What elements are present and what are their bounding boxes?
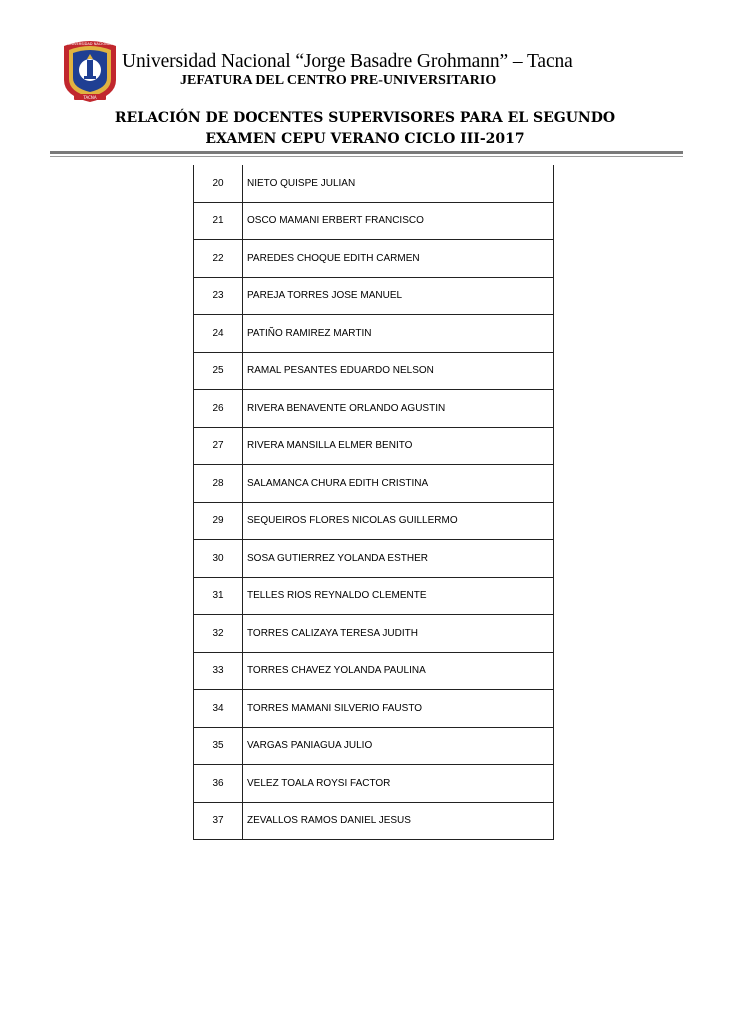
row-number: 37: [194, 802, 243, 840]
table-row: [194, 615, 554, 653]
teacher-name: ZEVALLOS RAMOS DANIEL JESUS: [243, 802, 554, 840]
row-number: 34: [194, 690, 243, 728]
teacher-name: TORRES MAMANI SILVERIO FAUSTO: [243, 690, 554, 728]
table-row: [194, 240, 554, 278]
table-row: [194, 165, 554, 202]
table-row: [194, 577, 554, 615]
table-row: [194, 802, 554, 840]
row-number: 21: [194, 202, 243, 240]
teacher-name: SOSA GUTIERREZ YOLANDA ESTHER: [243, 540, 554, 578]
row-number: 28: [194, 465, 243, 503]
svg-text:UNIVERSIDAD NACIONAL: UNIVERSIDAD NACIONAL: [67, 42, 113, 46]
row-number: 24: [194, 315, 243, 353]
row-number: 36: [194, 765, 243, 803]
university-name: Universidad Nacional “Jorge Basadre Grohmann” – Tacna: [122, 51, 573, 72]
department-name: JEFATURA DEL CENTRO PRE-UNIVERSITARIO: [180, 73, 497, 88]
row-number: 32: [194, 615, 243, 653]
teacher-name: PAREJA TORRES JOSE MANUEL: [243, 277, 554, 315]
teacher-name: TORRES CALIZAYA TERESA JUDITH: [243, 615, 554, 653]
row-number: 20: [194, 165, 243, 202]
row-number: 26: [194, 390, 243, 428]
table-row: [194, 727, 554, 765]
table-row: [194, 352, 554, 390]
header-divider-thick: [50, 151, 683, 154]
row-number: 22: [194, 240, 243, 278]
teacher-name: RAMAL PESANTES EDUARDO NELSON: [243, 352, 554, 390]
teacher-name: SALAMANCA CHURA EDITH CRISTINA: [243, 465, 554, 503]
table-row: [194, 390, 554, 428]
row-number: 33: [194, 652, 243, 690]
table-row: [194, 765, 554, 803]
table-row: [194, 690, 554, 728]
teacher-name: NIETO QUISPE JULIAN: [243, 165, 554, 202]
table-row: [194, 540, 554, 578]
teacher-name: TELLES RIOS REYNALDO CLEMENTE: [243, 577, 554, 615]
teacher-name: RIVERA MANSILLA ELMER BENITO: [243, 427, 554, 465]
row-number: 29: [194, 502, 243, 540]
table-row: [194, 502, 554, 540]
row-number: 27: [194, 427, 243, 465]
teacher-name: SEQUEIROS FLORES NICOLAS GUILLERMO: [243, 502, 554, 540]
row-number: 25: [194, 352, 243, 390]
table-row: [194, 427, 554, 465]
row-number: 31: [194, 577, 243, 615]
table-row: [194, 277, 554, 315]
header-divider-thin: [50, 156, 683, 157]
row-number: 23: [194, 277, 243, 315]
table-row: [194, 315, 554, 353]
university-seal-logo: [60, 36, 120, 104]
svg-text:TACNA: TACNA: [83, 95, 97, 100]
teacher-name: VELEZ TOALA ROYSI FACTOR: [243, 765, 554, 803]
teacher-name: OSCO MAMANI ERBERT FRANCISCO: [243, 202, 554, 240]
table-row: [194, 652, 554, 690]
document-title-line2: EXAMEN CEPU VERANO CICLO III-2017: [205, 131, 525, 147]
teacher-name: VARGAS PANIAGUA JULIO: [243, 727, 554, 765]
row-number: 35: [194, 727, 243, 765]
supervisor-roster-table: [193, 165, 554, 840]
teacher-name: TORRES CHAVEZ YOLANDA PAULINA: [243, 652, 554, 690]
row-number: 30: [194, 540, 243, 578]
teacher-name: PAREDES CHOQUE EDITH CARMEN: [243, 240, 554, 278]
table-row: [194, 202, 554, 240]
teacher-name: RIVERA BENAVENTE ORLANDO AGUSTIN: [243, 390, 554, 428]
table-row: [194, 465, 554, 503]
teacher-name: PATIÑO RAMIREZ MARTIN: [243, 315, 554, 353]
document-title-line1: RELACIÓN DE DOCENTES SUPERVISORES PARA EL SEGUNDO: [114, 110, 616, 126]
